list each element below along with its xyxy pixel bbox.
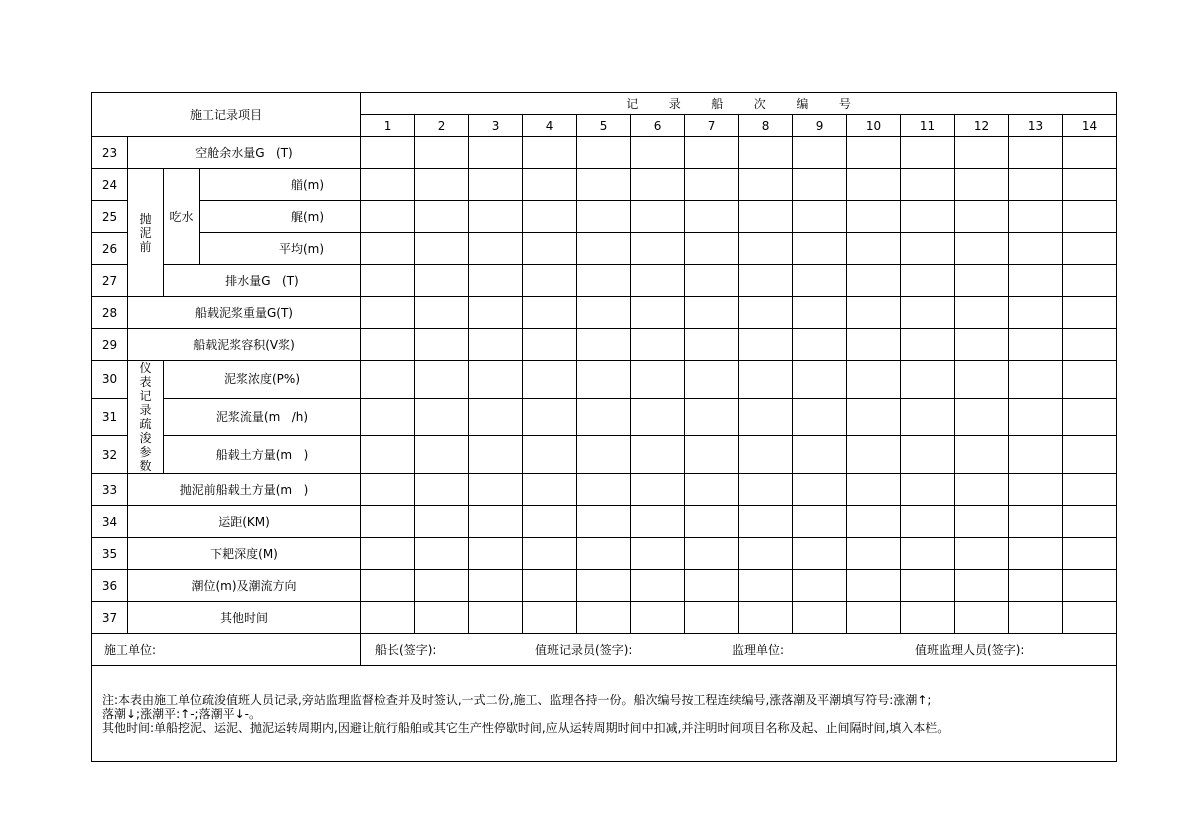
- row-number: 37: [92, 602, 128, 634]
- record-cell[interactable]: [955, 361, 1009, 399]
- record-cell[interactable]: [955, 506, 1009, 538]
- record-cell[interactable]: [793, 602, 847, 634]
- record-cell[interactable]: [847, 201, 901, 233]
- record-title: 记 录 船 次 编 号: [626, 96, 851, 111]
- record-cell[interactable]: [685, 265, 739, 297]
- record-cell[interactable]: [1009, 169, 1063, 201]
- group-label-draft: [164, 169, 200, 265]
- record-cell[interactable]: [739, 137, 793, 169]
- row-number: 32: [92, 436, 128, 474]
- record-cell[interactable]: [469, 297, 523, 329]
- recorder-signature-label: 值班记录员(签字):: [535, 642, 633, 657]
- record-cell[interactable]: [415, 233, 469, 265]
- record-cell[interactable]: [631, 361, 685, 399]
- record-cell[interactable]: [901, 265, 955, 297]
- record-cell[interactable]: [631, 329, 685, 361]
- column-header: 5: [577, 115, 631, 137]
- record-cell[interactable]: [1063, 436, 1117, 474]
- record-cell[interactable]: [523, 398, 577, 436]
- record-cell[interactable]: [901, 602, 955, 634]
- record-cell[interactable]: [415, 265, 469, 297]
- record-cell[interactable]: [415, 137, 469, 169]
- record-cell[interactable]: [523, 137, 577, 169]
- item-title-cell: [92, 93, 361, 137]
- record-cell[interactable]: [793, 265, 847, 297]
- record-cell[interactable]: [523, 297, 577, 329]
- row-number: 25: [92, 201, 128, 233]
- record-cell[interactable]: [523, 506, 577, 538]
- record-cell[interactable]: [1063, 538, 1117, 570]
- record-cell[interactable]: [955, 201, 1009, 233]
- record-cell[interactable]: [577, 602, 631, 634]
- group-label-text: 吃水: [169, 209, 194, 224]
- record-cell[interactable]: [901, 570, 955, 602]
- table-row: [92, 398, 1117, 436]
- notes-cell: [92, 666, 1117, 762]
- record-cell[interactable]: [631, 233, 685, 265]
- record-cell[interactable]: [469, 137, 523, 169]
- record-cell[interactable]: [739, 297, 793, 329]
- row-number: 34: [92, 506, 128, 538]
- table-row: [92, 297, 1117, 329]
- record-cell[interactable]: [685, 436, 739, 474]
- record-cell[interactable]: [469, 506, 523, 538]
- record-cell[interactable]: [631, 506, 685, 538]
- record-cell[interactable]: [1009, 474, 1063, 506]
- item-label: 艉(m): [200, 201, 361, 233]
- item-label: 船载泥浆容积(V浆): [128, 329, 361, 361]
- record-cell[interactable]: [739, 201, 793, 233]
- record-cell[interactable]: [577, 506, 631, 538]
- record-cell[interactable]: [847, 233, 901, 265]
- record-cell[interactable]: [523, 538, 577, 570]
- column-header: 13: [1009, 115, 1063, 137]
- record-cell[interactable]: [361, 169, 415, 201]
- record-cell[interactable]: [361, 297, 415, 329]
- record-cell[interactable]: [901, 329, 955, 361]
- record-cell[interactable]: [847, 474, 901, 506]
- record-cell[interactable]: [577, 201, 631, 233]
- item-label: 排水量G (T): [164, 265, 361, 297]
- record-cell[interactable]: [361, 361, 415, 399]
- item-title: 施工记录项目: [190, 107, 263, 122]
- record-cell[interactable]: [415, 474, 469, 506]
- item-label: 潮位(m)及潮流方向: [128, 570, 361, 602]
- record-cell[interactable]: [685, 570, 739, 602]
- record-cell[interactable]: [577, 329, 631, 361]
- record-cell[interactable]: [415, 329, 469, 361]
- item-label: 其他时间: [128, 602, 361, 634]
- record-cell[interactable]: [523, 570, 577, 602]
- record-cell[interactable]: [1063, 169, 1117, 201]
- supervisor-unit-label: 监理单位:: [732, 642, 785, 657]
- record-cell[interactable]: [685, 538, 739, 570]
- row-number: 35: [92, 538, 128, 570]
- table-row: [92, 201, 1117, 233]
- table-row: [92, 538, 1117, 570]
- column-header: 14: [1063, 115, 1117, 137]
- record-cell[interactable]: [469, 602, 523, 634]
- record-cell[interactable]: [1009, 201, 1063, 233]
- record-cell[interactable]: [793, 361, 847, 399]
- record-cell[interactable]: [847, 137, 901, 169]
- dredging-record-table: [91, 92, 1117, 762]
- record-cell[interactable]: [1063, 265, 1117, 297]
- record-cell[interactable]: [793, 570, 847, 602]
- note-line: 其他时间:单船挖泥、运泥、抛泥运转周期内,因避让航行船舶或其它生产性停歇时间,应从运转周期时间中扣减,并注明时间项目名称及起、止间隔时间,填入本栏。: [102, 720, 950, 735]
- record-cell[interactable]: [523, 201, 577, 233]
- record-cell[interactable]: [1063, 474, 1117, 506]
- record-cell[interactable]: [631, 398, 685, 436]
- record-cell[interactable]: [955, 137, 1009, 169]
- record-cell[interactable]: [631, 436, 685, 474]
- row-number: 23: [92, 137, 128, 169]
- record-cell[interactable]: [793, 506, 847, 538]
- item-label: 艏(m): [200, 169, 361, 201]
- column-header: 1: [361, 115, 415, 137]
- record-cell[interactable]: [955, 398, 1009, 436]
- record-cell[interactable]: [523, 265, 577, 297]
- record-cell[interactable]: [1009, 265, 1063, 297]
- record-cell[interactable]: [415, 398, 469, 436]
- record-cell[interactable]: [631, 570, 685, 602]
- record-cell[interactable]: [469, 201, 523, 233]
- record-cell[interactable]: [955, 436, 1009, 474]
- record-cell[interactable]: [415, 436, 469, 474]
- construction-unit-cell[interactable]: [92, 634, 361, 666]
- record-cell[interactable]: [793, 398, 847, 436]
- record-cell[interactable]: [955, 474, 1009, 506]
- record-cell[interactable]: [955, 265, 1009, 297]
- group-label-text: 抛泥前: [139, 211, 152, 254]
- record-cell[interactable]: [415, 602, 469, 634]
- record-cell[interactable]: [1009, 137, 1063, 169]
- record-cell[interactable]: [793, 137, 847, 169]
- column-header: 7: [685, 115, 739, 137]
- column-header: 2: [415, 115, 469, 137]
- record-cell[interactable]: [1009, 602, 1063, 634]
- record-cell[interactable]: [415, 169, 469, 201]
- record-cell[interactable]: [1009, 329, 1063, 361]
- record-cell[interactable]: [1009, 538, 1063, 570]
- record-cell[interactable]: [577, 233, 631, 265]
- record-cell[interactable]: [955, 602, 1009, 634]
- record-cell[interactable]: [631, 538, 685, 570]
- record-cell[interactable]: [415, 361, 469, 399]
- table-row: [92, 329, 1117, 361]
- record-cell[interactable]: [1063, 201, 1117, 233]
- record-cell[interactable]: [361, 436, 415, 474]
- record-cell[interactable]: [685, 602, 739, 634]
- record-cell[interactable]: [415, 506, 469, 538]
- record-cell[interactable]: [523, 474, 577, 506]
- record-cell[interactable]: [361, 329, 415, 361]
- record-cell[interactable]: [415, 297, 469, 329]
- record-cell[interactable]: [685, 169, 739, 201]
- table-row: [92, 137, 1117, 169]
- record-cell[interactable]: [631, 474, 685, 506]
- record-cell[interactable]: [577, 538, 631, 570]
- note-line: 注:本表由施工单位疏浚值班人员记录,旁站监理监督检查并及时签认,一式二份,施工、监理各持一份。船次编号按工程连续编号,涨落潮及平潮填写符号:涨潮↑;: [102, 692, 932, 707]
- column-header: 10: [847, 115, 901, 137]
- record-cell[interactable]: [361, 233, 415, 265]
- record-cell[interactable]: [847, 398, 901, 436]
- record-cell[interactable]: [901, 233, 955, 265]
- record-cell[interactable]: [631, 602, 685, 634]
- record-cell[interactable]: [685, 506, 739, 538]
- record-cell[interactable]: [1063, 570, 1117, 602]
- record-cell[interactable]: [847, 361, 901, 399]
- record-cell[interactable]: [469, 329, 523, 361]
- record-cell[interactable]: [1063, 137, 1117, 169]
- record-cell[interactable]: [793, 329, 847, 361]
- item-label: 平均(m): [200, 233, 361, 265]
- table-row: [92, 602, 1117, 634]
- record-cell[interactable]: [901, 436, 955, 474]
- record-cell[interactable]: [847, 265, 901, 297]
- row-number: 33: [92, 474, 128, 506]
- record-title-cell: [361, 93, 1117, 115]
- record-cell[interactable]: [685, 233, 739, 265]
- record-cell[interactable]: [739, 436, 793, 474]
- record-cell[interactable]: [1063, 329, 1117, 361]
- notes-row: [92, 666, 1117, 762]
- record-cell[interactable]: [685, 398, 739, 436]
- record-cell[interactable]: [739, 538, 793, 570]
- record-cell[interactable]: [685, 329, 739, 361]
- row-number: 36: [92, 570, 128, 602]
- record-cell[interactable]: [1009, 297, 1063, 329]
- record-sheet: [91, 92, 1116, 744]
- table-row: [92, 265, 1117, 297]
- construction-unit-label: 施工单位:: [104, 642, 157, 657]
- record-cell[interactable]: [577, 297, 631, 329]
- record-cell[interactable]: [901, 398, 955, 436]
- record-cell[interactable]: [1009, 233, 1063, 265]
- record-cell[interactable]: [361, 538, 415, 570]
- record-cell[interactable]: [631, 169, 685, 201]
- signature-cell[interactable]: [361, 634, 1117, 666]
- record-cell[interactable]: [631, 137, 685, 169]
- record-cell[interactable]: [955, 233, 1009, 265]
- group-label-before-dump: [128, 169, 164, 297]
- record-cell[interactable]: [739, 265, 793, 297]
- record-cell[interactable]: [577, 570, 631, 602]
- item-label: 泥浆流量(m /h): [164, 398, 361, 436]
- record-cell[interactable]: [955, 297, 1009, 329]
- record-cell[interactable]: [793, 297, 847, 329]
- item-label: 运距(KM): [128, 506, 361, 538]
- row-number: 29: [92, 329, 128, 361]
- record-cell[interactable]: [955, 329, 1009, 361]
- record-cell[interactable]: [901, 201, 955, 233]
- record-cell[interactable]: [685, 474, 739, 506]
- record-cell[interactable]: [469, 361, 523, 399]
- record-cell[interactable]: [523, 169, 577, 201]
- record-cell[interactable]: [469, 233, 523, 265]
- item-label: 船载泥浆重量G(T): [128, 297, 361, 329]
- record-cell[interactable]: [847, 506, 901, 538]
- signature-row: [92, 634, 1117, 666]
- row-number: 24: [92, 169, 128, 201]
- record-cell[interactable]: [361, 506, 415, 538]
- record-cell[interactable]: [469, 398, 523, 436]
- record-cell[interactable]: [577, 265, 631, 297]
- item-label: 船载土方量(m ): [164, 436, 361, 474]
- record-cell[interactable]: [739, 474, 793, 506]
- record-cell[interactable]: [685, 297, 739, 329]
- record-cell[interactable]: [469, 169, 523, 201]
- record-cell[interactable]: [793, 474, 847, 506]
- record-cell[interactable]: [415, 538, 469, 570]
- record-cell[interactable]: [577, 169, 631, 201]
- record-cell[interactable]: [1009, 436, 1063, 474]
- record-cell[interactable]: [739, 506, 793, 538]
- record-cell[interactable]: [523, 361, 577, 399]
- record-cell[interactable]: [361, 137, 415, 169]
- record-cell[interactable]: [739, 169, 793, 201]
- record-cell[interactable]: [523, 329, 577, 361]
- record-cell[interactable]: [739, 602, 793, 634]
- record-cell[interactable]: [1063, 506, 1117, 538]
- record-cell[interactable]: [1009, 570, 1063, 602]
- item-label: 空舱余水量G (T): [128, 137, 361, 169]
- record-cell[interactable]: [847, 169, 901, 201]
- column-header: 12: [955, 115, 1009, 137]
- record-cell[interactable]: [415, 570, 469, 602]
- record-cell[interactable]: [361, 265, 415, 297]
- record-cell[interactable]: [1009, 506, 1063, 538]
- record-cell[interactable]: [1063, 297, 1117, 329]
- table-row: [92, 570, 1117, 602]
- record-cell[interactable]: [847, 570, 901, 602]
- group-label-text: 仪表记录疏浚参数: [139, 361, 152, 473]
- row-number: 27: [92, 265, 128, 297]
- record-cell[interactable]: [361, 201, 415, 233]
- row-number: 30: [92, 361, 128, 399]
- table-row: [92, 169, 1117, 201]
- note-line: 落潮↓;涨潮平:↑-;落潮平↓-。: [102, 706, 261, 721]
- record-cell[interactable]: [523, 233, 577, 265]
- record-cell[interactable]: [793, 233, 847, 265]
- record-cell[interactable]: [739, 233, 793, 265]
- item-label: 抛泥前船载土方量(m ): [128, 474, 361, 506]
- record-cell[interactable]: [1063, 602, 1117, 634]
- column-header: 8: [739, 115, 793, 137]
- record-cell[interactable]: [361, 474, 415, 506]
- record-cell[interactable]: [1009, 398, 1063, 436]
- record-cell[interactable]: [523, 436, 577, 474]
- record-cell[interactable]: [685, 137, 739, 169]
- record-cell[interactable]: [793, 538, 847, 570]
- record-cell[interactable]: [955, 538, 1009, 570]
- record-cell[interactable]: [847, 297, 901, 329]
- table-row: [92, 233, 1117, 265]
- record-cell[interactable]: [955, 169, 1009, 201]
- record-cell[interactable]: [793, 436, 847, 474]
- record-cell[interactable]: [847, 538, 901, 570]
- record-cell[interactable]: [469, 538, 523, 570]
- record-cell[interactable]: [469, 570, 523, 602]
- record-cell[interactable]: [793, 201, 847, 233]
- record-cell[interactable]: [901, 538, 955, 570]
- record-cell[interactable]: [361, 398, 415, 436]
- record-cell[interactable]: [847, 436, 901, 474]
- record-cell[interactable]: [739, 329, 793, 361]
- record-cell[interactable]: [577, 436, 631, 474]
- column-header: 3: [469, 115, 523, 137]
- row-number: 26: [92, 233, 128, 265]
- record-cell[interactable]: [901, 506, 955, 538]
- record-cell[interactable]: [631, 201, 685, 233]
- record-cell[interactable]: [469, 265, 523, 297]
- table-row: [92, 474, 1117, 506]
- record-cell[interactable]: [901, 297, 955, 329]
- record-cell[interactable]: [469, 474, 523, 506]
- record-cell[interactable]: [847, 329, 901, 361]
- record-cell[interactable]: [739, 570, 793, 602]
- record-cell[interactable]: [901, 361, 955, 399]
- column-header: 4: [523, 115, 577, 137]
- group-label-instrument: [128, 361, 164, 474]
- table-row: [92, 361, 1117, 399]
- record-cell[interactable]: [523, 602, 577, 634]
- column-header: 11: [901, 115, 955, 137]
- item-label: 泥浆浓度(P%): [164, 361, 361, 399]
- record-cell[interactable]: [901, 169, 955, 201]
- record-cell[interactable]: [739, 361, 793, 399]
- record-cell[interactable]: [631, 297, 685, 329]
- record-cell[interactable]: [577, 398, 631, 436]
- record-cell[interactable]: [793, 169, 847, 201]
- record-cell[interactable]: [847, 602, 901, 634]
- record-cell[interactable]: [1063, 398, 1117, 436]
- record-cell[interactable]: [901, 137, 955, 169]
- record-cell[interactable]: [361, 570, 415, 602]
- record-cell[interactable]: [415, 201, 469, 233]
- item-label: 下耙深度(M): [128, 538, 361, 570]
- record-cell[interactable]: [631, 265, 685, 297]
- record-cell[interactable]: [901, 474, 955, 506]
- row-number: 31: [92, 398, 128, 436]
- record-cell[interactable]: [685, 361, 739, 399]
- record-cell[interactable]: [1009, 361, 1063, 399]
- record-cell[interactable]: [577, 137, 631, 169]
- record-cell[interactable]: [685, 201, 739, 233]
- column-header: 9: [793, 115, 847, 137]
- record-cell[interactable]: [739, 398, 793, 436]
- record-cell[interactable]: [577, 361, 631, 399]
- record-cell[interactable]: [361, 602, 415, 634]
- table-row: [92, 436, 1117, 474]
- record-cell[interactable]: [955, 570, 1009, 602]
- record-cell[interactable]: [577, 474, 631, 506]
- record-cell[interactable]: [1063, 361, 1117, 399]
- column-header: 6: [631, 115, 685, 137]
- row-number: 28: [92, 297, 128, 329]
- record-cell[interactable]: [469, 436, 523, 474]
- record-cell[interactable]: [1063, 233, 1117, 265]
- supervisor-signature-label: 值班监理人员(签字):: [915, 642, 1025, 657]
- captain-signature-label: 船长(签字):: [375, 642, 437, 657]
- table-row: [92, 506, 1117, 538]
